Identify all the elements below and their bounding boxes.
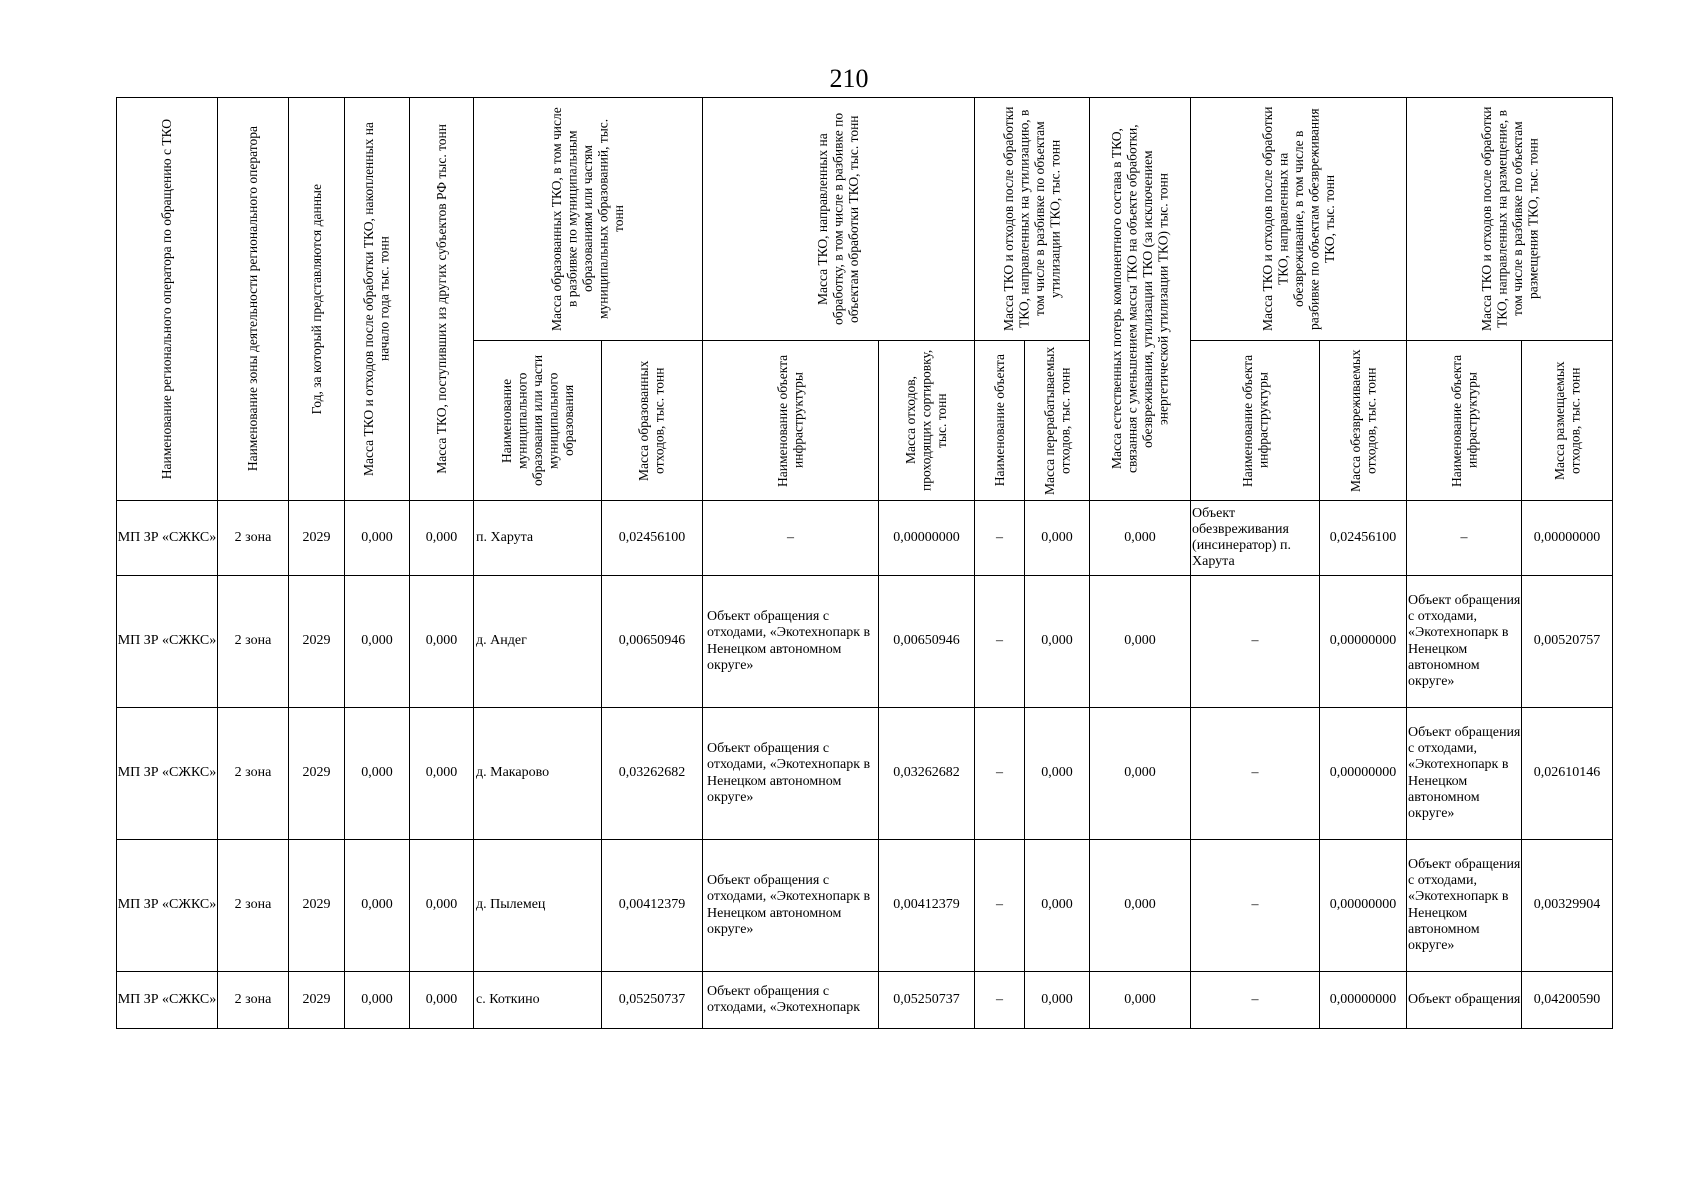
subheader-neutralization-mass: Масса обезвреживаемых отходов, тыс. тонн xyxy=(1320,341,1407,501)
cell-processing-object: Объект обращения с отходами, «Экотехнопарк в Ненецком автономном округе» xyxy=(703,708,879,840)
subheader-generated-mass: Масса образованных отходов, тыс. тонн xyxy=(602,341,703,501)
cell-utilization-mass: 0,000 xyxy=(1025,576,1090,708)
page-number: 210 xyxy=(829,64,869,93)
cell-disposal-mass: 0,04200590 xyxy=(1522,972,1613,1029)
subheader-utilization-mass: Масса перерабатываемых отходов, тыс. тонн xyxy=(1025,341,1090,501)
cell-disposal-object: Объект обращения xyxy=(1407,972,1522,1029)
subheader-processing-object: Наименование объекта инфраструктуры xyxy=(703,341,879,501)
subheader-municipality: Наименование муниципального образования или части муниципального образования xyxy=(474,341,602,501)
subheader-disposal-mass: Масса размещаемых отходов, тыс. тонн xyxy=(1522,341,1613,501)
cell-year: 2029 xyxy=(289,972,345,1029)
waste-register-table xyxy=(116,97,1613,1029)
cell-processing-object: Объект обращения с отходами, «Экотехнопарк в Ненецком автономном округе» xyxy=(703,840,879,972)
cell-operator: МП ЗР «СЖКС» xyxy=(117,840,218,972)
table-row xyxy=(117,501,1613,576)
header-year: Год, за который представляются данные xyxy=(289,98,345,501)
cell-utilization-object: – xyxy=(975,840,1025,972)
cell-sorting-mass: 0,00650946 xyxy=(879,576,975,708)
header-zone: Наименование зоны деятельности регионального оператора xyxy=(218,98,289,501)
cell-start-mass: 0,000 xyxy=(345,708,410,840)
subheader-utilization-object: Наименование объекта xyxy=(975,341,1025,501)
header-start-mass: Масса ТКО и отходов после обработки ТКО, накопленных на начало года тыс. тонн xyxy=(345,98,410,501)
subheader-neutralization-object: Наименование объекта инфраструктуры xyxy=(1191,341,1320,501)
cell-neutralization-mass: 0,00000000 xyxy=(1320,840,1407,972)
cell-zone: 2 зона xyxy=(218,972,289,1029)
cell-disposal-object: – xyxy=(1407,501,1522,576)
cell-neutralization-mass: 0,00000000 xyxy=(1320,576,1407,708)
cell-utilization-mass: 0,000 xyxy=(1025,708,1090,840)
cell-disposal-object: Объект обращения с отходами, «Экотехнопарк в Ненецком автономном округе» xyxy=(1407,840,1522,972)
cell-zone: 2 зона xyxy=(218,840,289,972)
header-processing: Масса ТКО, направленных на обработку, в том числе в разбивке по объектам обработки ТКО, тыс. тонн xyxy=(703,98,975,341)
cell-natural-losses: 0,000 xyxy=(1090,576,1191,708)
cell-municipality: д. Макарово xyxy=(474,708,602,840)
cell-utilization-object: – xyxy=(975,501,1025,576)
cell-processing-object: Объект обращения с отходами, «Экотехнопарк в Ненецком автономном округе» xyxy=(703,576,879,708)
cell-neutralization-object: Объект обезвреживания (инсинератор) п. Харута xyxy=(1191,501,1320,576)
header-operator: Наименование регионального оператора по обращению с ТКО xyxy=(117,98,218,501)
cell-neutralization-mass: 0,02456100 xyxy=(1320,501,1407,576)
cell-utilization-mass: 0,000 xyxy=(1025,972,1090,1029)
cell-disposal-mass: 0,00329904 xyxy=(1522,840,1613,972)
cell-utilization-object: – xyxy=(975,576,1025,708)
cell-processing-object: – xyxy=(703,501,879,576)
cell-disposal-mass: 0,00520757 xyxy=(1522,576,1613,708)
cell-disposal-mass: 0,02610146 xyxy=(1522,708,1613,840)
cell-start-mass: 0,000 xyxy=(345,840,410,972)
header-natural-losses: Масса естественных потерь компонентного состава в ТКО, связанная с уменьшением массы ТКО на объекте обработки, обезвреживания, утилизации ТКО (за исключением энергетической утилизации ТКО) тыс. тонн xyxy=(1090,98,1191,501)
cell-natural-losses: 0,000 xyxy=(1090,840,1191,972)
cell-neutralization-object: – xyxy=(1191,708,1320,840)
cell-operator: МП ЗР «СЖКС» xyxy=(117,576,218,708)
header-disposal: Масса ТКО и отходов после обработки ТКО, направленных на размещение, в том числе в разбивке по объектам размещения ТКО, тыс. тонн xyxy=(1407,98,1613,341)
subheader-sorting-mass: Масса отходов, проходящих сортировку, тыс. тонн xyxy=(879,341,975,501)
cell-disposal-object: Объект обращения с отходами, «Экотехнопарк в Ненецком автономном округе» xyxy=(1407,708,1522,840)
cell-processing-object: Объект обращения с отходами, «Экотехнопарк xyxy=(703,972,879,1029)
cell-operator: МП ЗР «СЖКС» xyxy=(117,501,218,576)
cell-disposal-object: Объект обращения с отходами, «Экотехнопарк в Ненецком автономном округе» xyxy=(1407,576,1522,708)
table-row xyxy=(117,972,1613,1029)
cell-other-regions: 0,000 xyxy=(410,840,474,972)
cell-year: 2029 xyxy=(289,576,345,708)
cell-year: 2029 xyxy=(289,840,345,972)
cell-utilization-object: – xyxy=(975,708,1025,840)
cell-utilization-object: – xyxy=(975,972,1025,1029)
cell-generated: 0,02456100 xyxy=(602,501,703,576)
cell-neutralization-object: – xyxy=(1191,576,1320,708)
cell-utilization-mass: 0,000 xyxy=(1025,840,1090,972)
cell-neutralization-mass: 0,00000000 xyxy=(1320,972,1407,1029)
cell-neutralization-object: – xyxy=(1191,840,1320,972)
header-utilization: Масса ТКО и отходов после обработки ТКО, направленных на утилизацию, в том числе в разбивке по объектам утилизации ТКО, тыс. тонн xyxy=(975,98,1090,341)
cell-operator: МП ЗР «СЖКС» xyxy=(117,708,218,840)
cell-natural-losses: 0,000 xyxy=(1090,708,1191,840)
cell-municipality: д. Пылемец xyxy=(474,840,602,972)
cell-generated: 0,03262682 xyxy=(602,708,703,840)
cell-sorting-mass: 0,00000000 xyxy=(879,501,975,576)
cell-neutralization-object: – xyxy=(1191,972,1320,1029)
subheader-disposal-object: Наименование объекта инфраструктуры xyxy=(1407,341,1522,501)
cell-operator: МП ЗР «СЖКС» xyxy=(117,972,218,1029)
cell-zone: 2 зона xyxy=(218,576,289,708)
cell-start-mass: 0,000 xyxy=(345,972,410,1029)
cell-municipality: д. Андег xyxy=(474,576,602,708)
cell-zone: 2 зона xyxy=(218,501,289,576)
table-row xyxy=(117,840,1613,972)
cell-sorting-mass: 0,03262682 xyxy=(879,708,975,840)
cell-other-regions: 0,000 xyxy=(410,501,474,576)
table-row xyxy=(117,708,1613,840)
cell-municipality: п. Харута xyxy=(474,501,602,576)
cell-start-mass: 0,000 xyxy=(345,576,410,708)
cell-natural-losses: 0,000 xyxy=(1090,972,1191,1029)
cell-other-regions: 0,000 xyxy=(410,972,474,1029)
cell-sorting-mass: 0,05250737 xyxy=(879,972,975,1029)
cell-year: 2029 xyxy=(289,501,345,576)
cell-start-mass: 0,000 xyxy=(345,501,410,576)
header-generated: Масса образованных ТКО, в том числе в разбивке по муниципальным образованиям или частям муниципальных образований, тыс. тонн xyxy=(474,98,703,341)
cell-generated: 0,00412379 xyxy=(602,840,703,972)
header-neutralization: Масса ТКО и отходов после обработки ТКО, направленных на обезвреживание, в том числе в разбивке по объектам обезвреживания ТКО, тыс. тонн xyxy=(1191,98,1407,341)
cell-municipality: с. Коткино xyxy=(474,972,602,1029)
cell-year: 2029 xyxy=(289,708,345,840)
cell-generated: 0,05250737 xyxy=(602,972,703,1029)
cell-neutralization-mass: 0,00000000 xyxy=(1320,708,1407,840)
cell-zone: 2 зона xyxy=(218,708,289,840)
header-other-regions: Масса ТКО, поступивших из других субъектов РФ тыс. тонн xyxy=(410,98,474,501)
cell-other-regions: 0,000 xyxy=(410,708,474,840)
cell-generated: 0,00650946 xyxy=(602,576,703,708)
table-row xyxy=(117,576,1613,708)
cell-other-regions: 0,000 xyxy=(410,576,474,708)
cell-natural-losses: 0,000 xyxy=(1090,501,1191,576)
cell-disposal-mass: 0,00000000 xyxy=(1522,501,1613,576)
cell-sorting-mass: 0,00412379 xyxy=(879,840,975,972)
cell-utilization-mass: 0,000 xyxy=(1025,501,1090,576)
